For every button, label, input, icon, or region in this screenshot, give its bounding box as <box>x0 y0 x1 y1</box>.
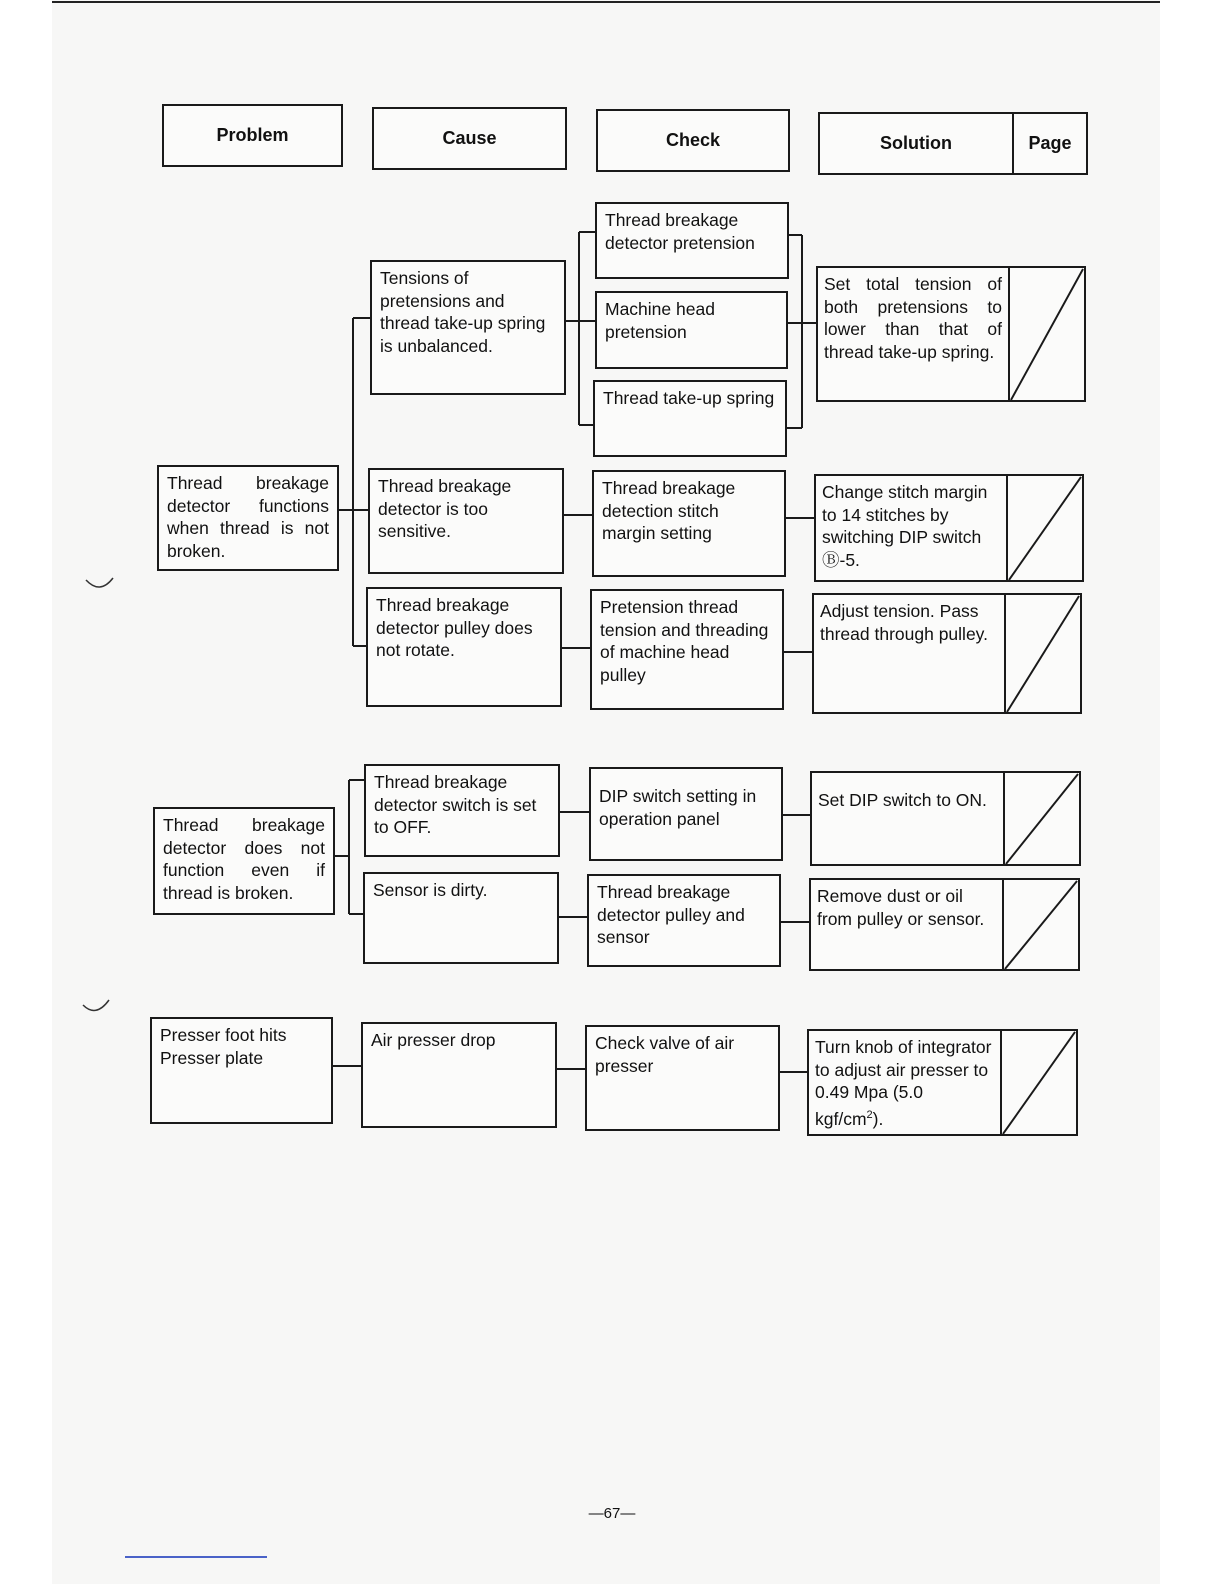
cause-sensor-dirty: Sensor is dirty. <box>363 872 559 964</box>
check-pulley-and-sensor: Thread breakage detector pulley and sensor <box>587 874 781 967</box>
solution-text: Adjust tension. Pass thread through pulley. <box>820 601 988 644</box>
solution-text-main: Turn knob of integrator to adjust air presser to 0.49 Mpa (5.0 kgf/cm <box>815 1037 992 1129</box>
header-check: Check <box>596 109 790 172</box>
check-pretension-threading: Pretension thread tension and threading of machine head pulley <box>590 589 784 710</box>
bottom-link-rule <box>125 1556 267 1558</box>
superscript-2: 2 <box>866 1108 873 1121</box>
header-problem: Problem <box>162 104 343 167</box>
check-take-up-spring: Thread take-up spring <box>593 380 787 457</box>
punch-mark <box>86 578 113 587</box>
cause-switch-off: Thread breakage detector switch is set to OFF. <box>364 764 560 857</box>
check-dip-switch-setting: DIP switch setting in operation panel <box>589 767 783 861</box>
solution-text: Set DIP switch to ON. <box>818 790 987 810</box>
check-detector-pretension: Thread breakage detector pretension <box>595 202 789 279</box>
solution-text: Change stitch margin to 14 stitches by switching DIP switch Ⓑ-5. <box>822 482 988 570</box>
punch-mark <box>83 1000 109 1010</box>
page-number: —67— <box>588 1505 636 1522</box>
check-air-valve: Check valve of air presser <box>585 1025 780 1131</box>
problem-detector-not-functioning: Thread breakage detector does not function even if thread is broken. <box>153 807 335 915</box>
header-solution: Solution <box>818 112 1014 175</box>
problem-presser-foot-hits: Presser foot hits Presser plate <box>150 1017 333 1124</box>
cause-too-sensitive: Thread breakage detector is too sensitive. <box>368 468 564 574</box>
solution-text: Set total tension of both pretensions to lower than that of thread take-up spring. <box>824 274 1002 362</box>
solution-text-end: ). <box>872 1108 884 1129</box>
check-stitch-margin: Thread breakage detection stitch margin setting <box>592 470 786 577</box>
check-machine-head-pretension: Machine head pretension <box>595 291 788 369</box>
header-cause: Cause <box>372 107 567 170</box>
cause-tension-unbalanced: Tensions of pretensions and thread take-up spring is unbalanced. <box>370 260 566 395</box>
cause-air-presser-drop: Air presser drop <box>361 1022 557 1128</box>
solution-text: Remove dust or oil from pulley or sensor. <box>817 886 985 929</box>
cause-pulley-not-rotate: Thread breakage detector pulley does not rotate. <box>366 587 562 707</box>
problem-detector-false-trigger: Thread breakage detector functions when thread is not broken. <box>157 465 339 571</box>
header-page: Page <box>1012 112 1088 175</box>
